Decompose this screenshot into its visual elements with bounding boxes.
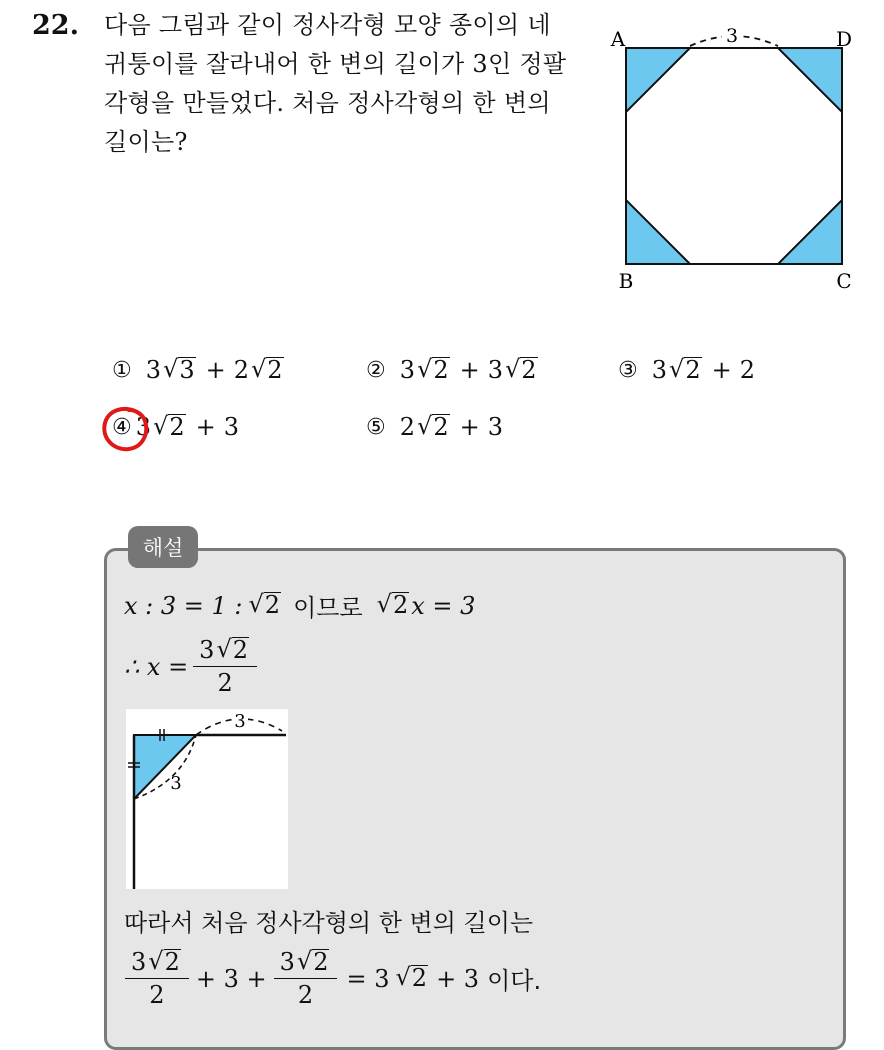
question-line-3: 각형을 만들었다. 처음 정사각형의 한 변의 [104,89,551,117]
explanation-line-ratio: x : 3 = 1 : √ 2 이므로 √ 2 x = 3 [124,590,476,622]
corner-label-b: B [618,269,634,293]
choice-mark: ① [112,357,132,383]
question-text [104,6,594,162]
explanation-tag: 해설 [128,526,198,568]
top-length-label: 3 [234,711,246,732]
diag-length-label: 3 [170,773,182,794]
sqrt-term: √ 2 [248,590,281,620]
explanation-line-x: ∴ x = 3 √ 2 2 [124,636,258,697]
choice-mark: ③ [618,357,638,383]
octagon-figure [600,18,870,298]
question-line-2: 귀퉁이를 잘라내어 한 변의 길이가 3인 정팔 [104,50,567,78]
sqrt-term: √ 2 [417,354,449,384]
corner-label-d: D [835,27,853,51]
choice-mark: ⑤ [366,414,386,440]
choice-5[interactable]: ⑤ 2 √ 2 + 3 [366,411,503,441]
fraction: 3 √ 2 2 [277,948,335,1009]
side-length-label: 3 [725,25,739,47]
sqrt-term: √ 2 [669,354,701,384]
choice-3[interactable]: ③ 3 √ 2 + 2 [618,354,755,384]
sqrt-term: √ 2 [417,411,449,441]
question-line-4: 길이는? [104,128,188,156]
sqrt-term: √ 2 [153,411,185,441]
choice-mark: ② [366,357,386,383]
explanation-final-equation: 3 √ 2 2 + 3 + 3 √ 2 2 = 3 √ 2 + 3 이다. [124,948,541,1009]
fraction: 3 √ 2 2 [128,948,186,1009]
question-line-1: 다음 그림과 같이 정사각형 모양 종이의 네 [104,11,551,39]
sqrt-term: √ 2 [504,354,537,384]
explanation-conclusion: 따라서 처음 정사각형의 한 변의 길이는 [124,909,534,937]
corner-label-c: C [836,269,852,293]
choice-2[interactable]: ② 3 √ 2 + 3 √ 2 [366,354,537,384]
corner-detail-figure [126,709,288,889]
sqrt-term: √ 2 [250,354,283,384]
sqrt-term: √ 2 [395,963,428,993]
choice-mark: ④ [112,414,132,440]
choice-1[interactable]: ① 3 √ 3 + 2 √ 2 [112,354,283,384]
sqrt-term: √ 2 [376,590,409,620]
sqrt-term: √ 3 [163,354,195,384]
choice-4[interactable]: ④ 3 √ 2 + 3 [112,411,239,441]
corner-triangle [134,735,196,799]
corner-label-a: A [610,27,626,51]
fraction: 3 √ 2 2 [196,636,254,697]
question-number: 22. [32,10,79,41]
